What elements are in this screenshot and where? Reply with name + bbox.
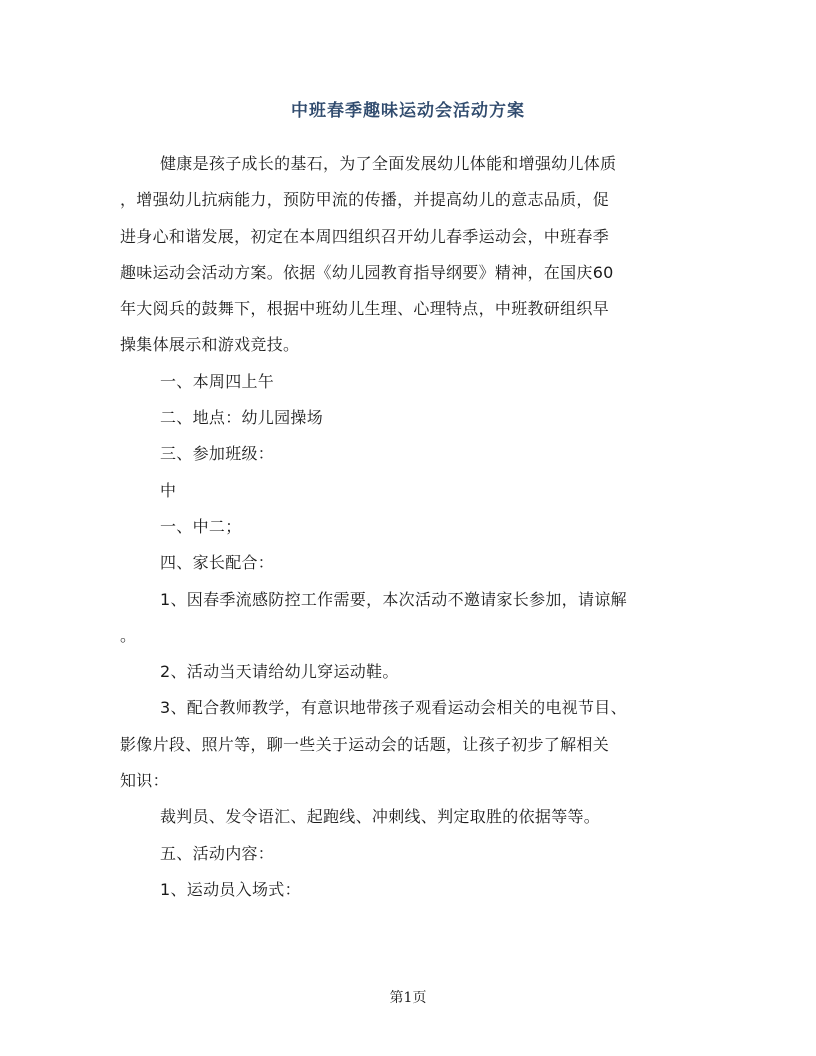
paragraph-line: 健康是孩子成长的基石，为了全面发展幼儿体能和增强幼儿体质 — [160, 154, 617, 173]
paragraph-line: 中 — [160, 480, 177, 500]
paragraph-line: 趣味运动会活动方案。依据《幼儿园教育指导纲要》精神，在国庆60 — [120, 262, 614, 282]
document-title: 中班春季趣味运动会活动方案 — [291, 101, 525, 121]
section-heading: 四、家长配合： — [160, 553, 275, 573]
section-heading: 三、参加班级： — [160, 444, 275, 464]
section-heading: 二、地点：幼儿园操场 — [160, 408, 324, 428]
paragraph-line: 进身心和谐发展，初定在本周四组织召开幼儿春季运动会，中班春季 — [120, 226, 610, 246]
list-item: 1、因春季流感防控工作需要，本次活动不邀请家长参加，请谅解 — [160, 589, 627, 609]
section-heading: 五、活动内容： — [160, 843, 275, 863]
paragraph-line: 操集体展示和游戏竞技。 — [120, 335, 300, 355]
page-number: 第1页 — [389, 990, 427, 1006]
document-body — [120, 146, 700, 908]
list-item: 2、活动当天请给幼儿穿运动鞋。 — [160, 662, 399, 682]
paragraph-line: ，增强幼儿抗病能力，预防甲流的传播，并提高幼儿的意志品质，促 — [120, 190, 610, 210]
list-item: 3、配合教师教学，有意识地带孩子观看运动会相关的电视节目、 — [160, 698, 627, 718]
list-item-continuation: 知识： — [120, 771, 169, 791]
list-item: 1、运动员入场式： — [160, 879, 301, 899]
list-item-continuation: 影像片段、照片等，聊一些关于运动会的话题，让孩子初步了解相关 — [120, 734, 610, 754]
paragraph-line: 年大阅兵的鼓舞下，根据中班幼儿生理、心理特点，中班教研组织早 — [120, 299, 610, 319]
section-heading: 一、本周四上午 — [160, 371, 275, 391]
paragraph-line: 裁判员、发令语汇、起跑线、冲刺线、判定取胜的依据等等。 — [160, 807, 601, 827]
paragraph-line: 一、中二； — [160, 516, 242, 536]
list-item-continuation: 。 — [120, 625, 137, 645]
